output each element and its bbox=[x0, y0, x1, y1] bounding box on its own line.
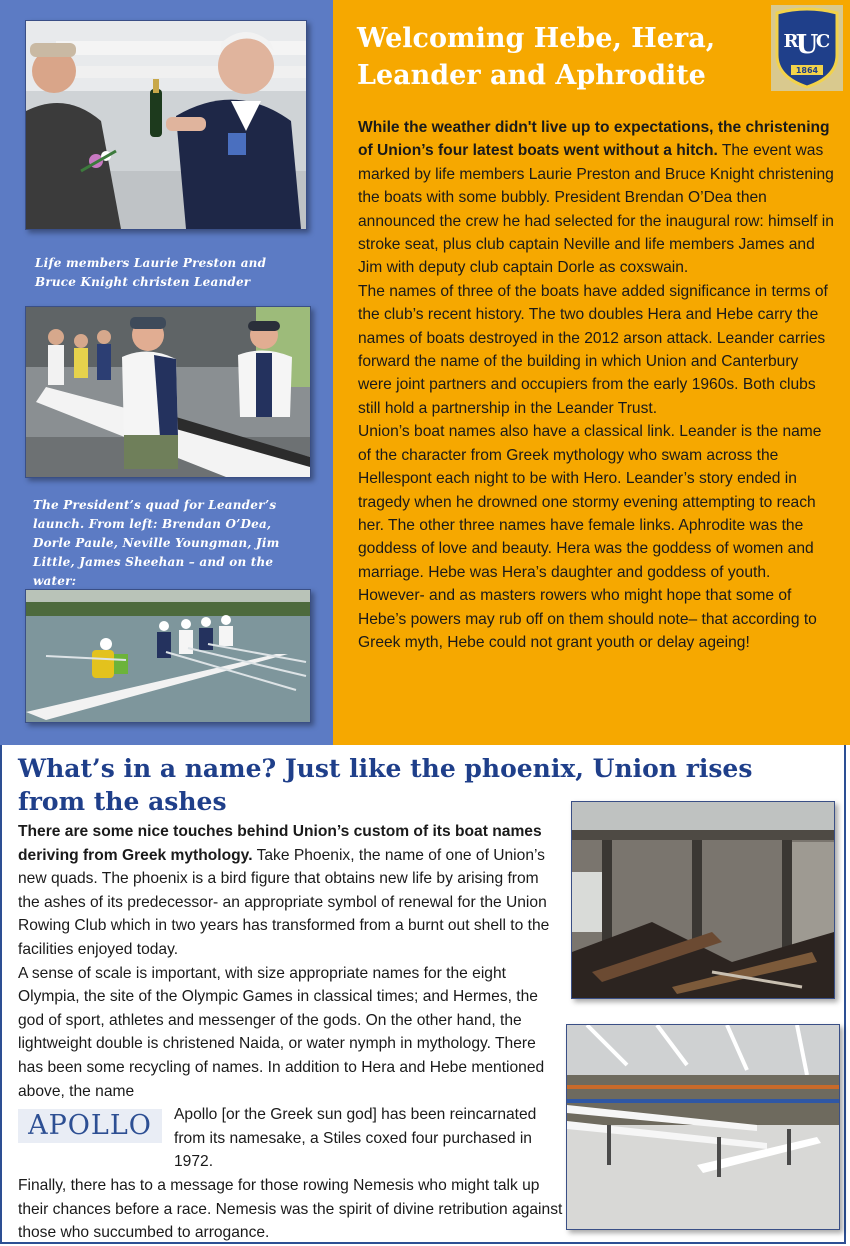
article-paragraph: Union’s boat names also have a classical link. Leander is the name of the character from Greek mythology who swam across the Hellespont each night to be with Hero. Leander’s story ended in tragedy when he drowned one stormy evening attempting to reach her. The other three names have female links. Aphrodite was the goddess of love and beauty. Hera was the goddess of women and marriage. Hebe was Hera’s daughter and goddess of youth. However- and as masters rowers who might hope that some of Hebe’s powers may rub off on them should note– that according to Greek myth, Hebe could not grant youth or delay ageing! bbox=[358, 423, 822, 651]
crest-letter-u: U bbox=[795, 30, 819, 60]
christening-caption: Life members Laurie Preston and Bruce Knight christen Leander bbox=[35, 256, 267, 289]
article-body bbox=[358, 116, 836, 654]
article-paragraph bbox=[358, 116, 836, 280]
phoenix-paragraph bbox=[18, 820, 564, 962]
phoenix-body bbox=[18, 820, 564, 1245]
article-lead: While the weather didn't live up to expectations, the christening of Union’s four latest boats went without a hitch. bbox=[358, 119, 830, 160]
rowing-photo bbox=[25, 589, 311, 723]
boatshed-photo bbox=[566, 1024, 840, 1230]
crest-year: 1864 bbox=[795, 66, 819, 75]
club-crest bbox=[771, 5, 843, 91]
crew-caption: The President’s quad for Leander’s launch. From left: Brendan O’Dea, Dorle Paule, Neville Youngman, Jim Little, James Sheehan – and on the water: bbox=[33, 498, 280, 588]
apollo-text: Apollo [or the Greek sun god] has been reincarnated from its namesake, a Stiles coxed four purchased in 1972. bbox=[174, 1106, 537, 1171]
christening-photo bbox=[25, 20, 307, 230]
crew-photo bbox=[25, 306, 311, 478]
crest-letter-r: R bbox=[783, 31, 799, 52]
article-paragraph: The names of three of the boats have added significance in terms of the club’s recent history. The two doubles Hera and Hebe carry the names of boats destroyed in the 2012 arson attack. Leander carries forward the name of the building in which Union and Canterbury were joint partners and occupiers from the early 1960s. Both clubs still hold a partnership in the Leander Trust. bbox=[358, 282, 828, 417]
crest-letter-c: C bbox=[815, 31, 831, 52]
burnt-building-photo bbox=[571, 801, 835, 999]
phoenix-paragraph: A sense of scale is important, with size appropriate names for the eight Olympia, the site of the Olympic Games in classical times; and Hermes, the god of sport, athletes and messenger of the gods. On the other hand, the lightweight double is christened Naida, or water nymph in mythology. There has been some recycling of names. In addition to Hera and Hebe mentioned above, the name bbox=[18, 964, 545, 1100]
phoenix-lead-rest: Take Phoenix, the name of one of Union’s new quads. The phoenix is a bird figure that obtains new life by arising from the ashes of its predecessor- an appropriate symbol of renewal for the Union Rowing Club which in two years has transformed from a burnt out shell to the facilities enjoyed today. bbox=[18, 846, 550, 958]
phoenix-paragraph: Finally, there has to a message for those rowing Nemesis who might talk up their chances before a race. Nemesis was the spirit of divine retribution against those who succumbed to arrogance. bbox=[18, 1176, 563, 1242]
apollo-logo bbox=[18, 1109, 162, 1143]
apollo-logo-text: APOLLO bbox=[28, 1110, 152, 1142]
apollo-row bbox=[18, 1103, 564, 1174]
phoenix-title: What’s in a name? Just like the phoenix, Union rises from the ashes bbox=[18, 754, 753, 816]
article-lead-rest: The event was marked by life members Laurie Preston and Bruce Knight christening the boats with some bubbly. President Brendan O’Dea then announced the crew he had selected for the inaugural row: himself in stroke seat, plus club captain Neville and life members James and Jim with deputy club captain Dorle as coxswain. bbox=[358, 142, 834, 277]
phoenix-lead: There are some nice touches behind Union’s custom of its boat names deriving from Greek mythology. bbox=[18, 823, 542, 864]
article-headline: Welcoming Hebe, Hera, Leander and Aphrodite bbox=[357, 23, 716, 91]
